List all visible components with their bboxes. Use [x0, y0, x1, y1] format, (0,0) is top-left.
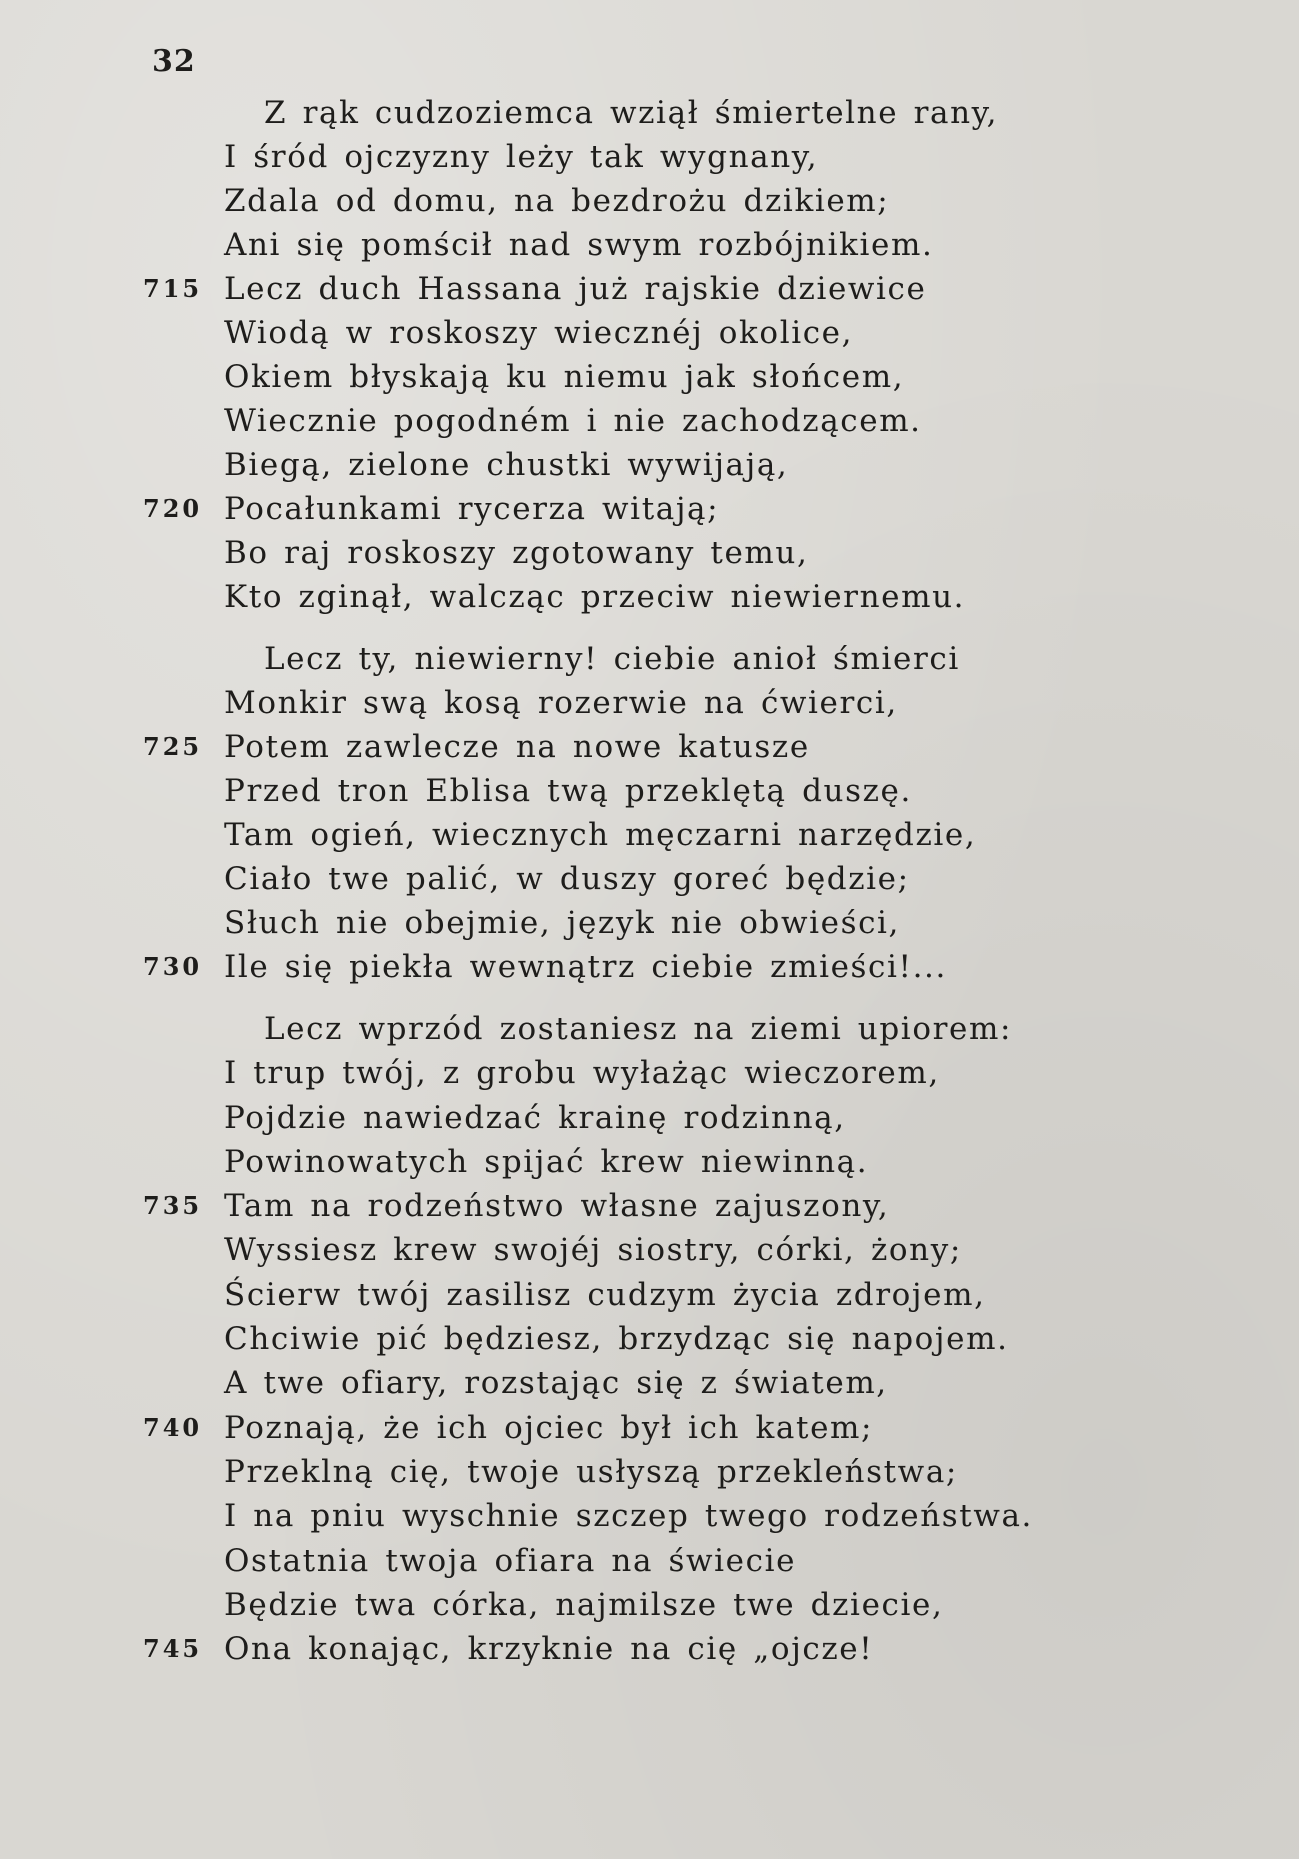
- verse-line: [0, 1273, 1299, 1317]
- verse-text: Lecz duch Hassana już rajskie dziewice: [224, 271, 927, 307]
- verse-line: [0, 1007, 1299, 1051]
- verse-line: [0, 769, 1299, 813]
- page-number: 32: [152, 44, 196, 79]
- stanza: [0, 637, 1299, 989]
- verse-text: Pojdzie nawiedzać krainę rodzinną,: [224, 1099, 846, 1136]
- verse-line: [0, 1494, 1299, 1538]
- verse-line: [0, 135, 1299, 179]
- verse-line: [0, 355, 1299, 399]
- verse-text: Ścierw twój zasilisz cudzym życia zdrojem,: [224, 1276, 986, 1313]
- verse-line: [0, 1140, 1299, 1184]
- verse-text: Wiecznie pogodném i nie zachodzącem.: [224, 403, 922, 439]
- verse-line: [0, 1184, 1299, 1228]
- verse-text: Powinowatych spijać krew niewinną.: [224, 1143, 869, 1180]
- verse-text: Potem zawlecze na nowe katusze: [224, 729, 810, 765]
- verse-text: Ile się piekła wewnątrz ciebie zmieści!...: [224, 949, 947, 985]
- verse-text: Okiem błyskają ku niemu jak słońcem,: [224, 359, 905, 395]
- line-number: 730: [143, 952, 203, 981]
- verse-text: Biegą, zielone chustki wywijają,: [224, 447, 789, 483]
- verse-line: [0, 725, 1299, 769]
- verse-line: [0, 399, 1299, 443]
- verse-text: Chciwie pić będziesz, brzydząc się napojem.: [224, 1321, 1009, 1358]
- verse-line: [0, 1317, 1299, 1361]
- line-number: 715: [143, 274, 203, 303]
- verse-line: [0, 1627, 1299, 1671]
- verse-text: Z rąk cudzoziemca wziął śmiertelne rany,: [264, 95, 999, 131]
- verse-text: Kto zginął, walcząc przeciw niewiernemu.: [224, 579, 966, 615]
- verse-line: [0, 1583, 1299, 1627]
- poem-text: [0, 91, 1299, 1671]
- stanza: [0, 1007, 1299, 1671]
- verse-text: Wyssiesz krew swojéj siostry, córki, żony;: [224, 1232, 962, 1269]
- verse-line: [0, 91, 1299, 135]
- verse-text: Pocałunkami rycerza witają;: [224, 491, 720, 527]
- verse-text: Ostatnia twoja ofiara na świecie: [224, 1542, 797, 1579]
- verse-text: Poznają, że ich ojciec był ich katem;: [224, 1409, 874, 1446]
- stanza: [0, 91, 1299, 619]
- verse-line: [0, 443, 1299, 487]
- line-number: 740: [143, 1412, 203, 1442]
- line-number: 735: [143, 1191, 203, 1221]
- verse-text: Wiodą w roskoszy wiecznéj okolice,: [224, 315, 854, 351]
- verse-line: [0, 901, 1299, 945]
- verse-line: [0, 857, 1299, 901]
- line-number: 725: [143, 732, 203, 761]
- verse-line: [0, 681, 1299, 725]
- verse-line: [0, 531, 1299, 575]
- verse-line: [0, 1361, 1299, 1405]
- verse-text: Ona konając, krzyknie na cię „ojcze!: [224, 1631, 874, 1668]
- verse-line: [0, 223, 1299, 267]
- verse-text: I na pniu wyschnie szczep twego rodzeństwa.: [224, 1498, 1033, 1535]
- verse-text: Zdala od domu, na bezdrożu dzikiem;: [224, 183, 890, 219]
- verse-text: Tam ogień, wiecznych męczarni narzędzie,: [224, 817, 977, 853]
- verse-text: Przeklną cię, twoje usłyszą przekleństwa;: [224, 1453, 958, 1490]
- verse-text: I trup twój, z grobu wyłażąc wieczorem,: [224, 1055, 940, 1092]
- verse-line: [0, 945, 1299, 989]
- verse-text: Ciało twe palić, w duszy goreć będzie;: [224, 861, 910, 897]
- verse-text: Tam na rodzeństwo własne zajuszony,: [224, 1188, 890, 1225]
- verse-line: [0, 1051, 1299, 1095]
- verse-text: Ani się pomścił nad swym rozbójnikiem.: [224, 227, 934, 263]
- verse-line: [0, 1539, 1299, 1583]
- verse-text: Lecz wprzód zostaniesz na ziemi upiorem:: [264, 1011, 1012, 1047]
- verse-line: [0, 575, 1299, 619]
- verse-line: [0, 1450, 1299, 1494]
- verse-line: [0, 179, 1299, 223]
- verse-line: [0, 487, 1299, 531]
- verse-line: [0, 1228, 1299, 1272]
- verse-line: [0, 1096, 1299, 1140]
- verse-text: Monkir swą kosą rozerwie na ćwierci,: [224, 685, 898, 721]
- verse-text: Będzie twa córka, najmilsze twe dziecie,: [224, 1586, 944, 1623]
- verse-text: Bo raj roskoszy zgotowany temu,: [224, 535, 809, 571]
- verse-line: [0, 1406, 1299, 1450]
- verse-text: I śród ojczyzny leży tak wygnany,: [224, 139, 819, 175]
- verse-line: [0, 813, 1299, 857]
- line-number: 720: [143, 494, 203, 523]
- verse-text: Słuch nie obejmie, język nie obwieści,: [224, 905, 901, 941]
- verse-text: A twe ofiary, rozstając się z światem,: [224, 1365, 888, 1402]
- verse-line: [0, 311, 1299, 355]
- verse-line: [0, 267, 1299, 311]
- verse-line: [0, 637, 1299, 681]
- verse-text: Lecz ty, niewierny! ciebie anioł śmierci: [264, 641, 960, 677]
- verse-text: Przed tron Eblisa twą przeklętą duszę.: [224, 773, 912, 809]
- line-number: 745: [143, 1634, 203, 1664]
